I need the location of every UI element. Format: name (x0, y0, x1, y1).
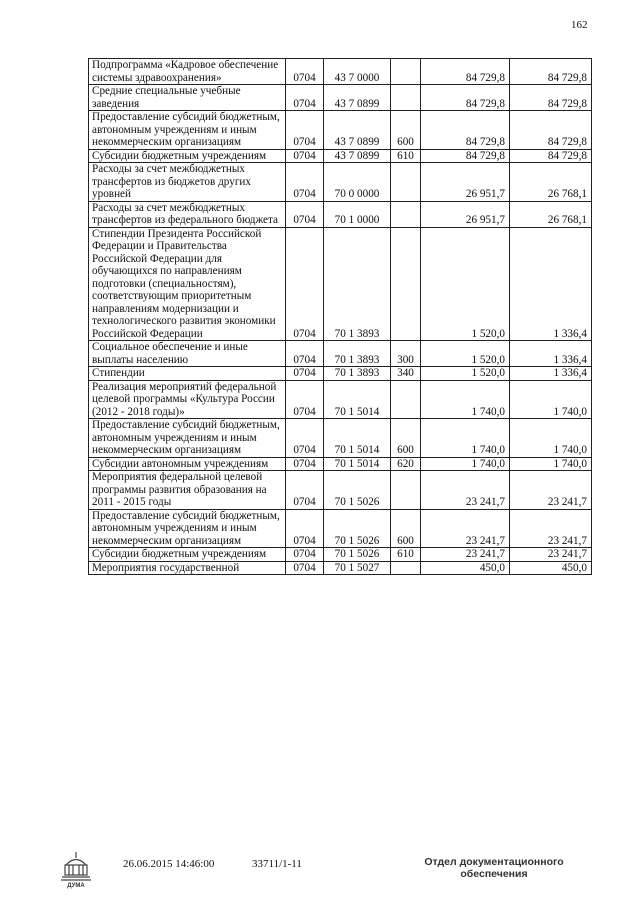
row-amount-2: 1 336,4 (510, 227, 592, 341)
row-type: 600 (391, 419, 421, 458)
row-amount-2: 1 740,0 (510, 419, 592, 458)
row-amount-2: 1 336,4 (510, 341, 592, 367)
row-target: 70 1 5026 (324, 548, 391, 562)
row-section: 0704 (286, 227, 324, 341)
row-type: 600 (391, 111, 421, 150)
table-row (89, 85, 592, 111)
row-target: 43 7 0000 (324, 59, 391, 85)
footer-dept-line-2: обеспечения (460, 868, 528, 880)
row-target: 70 1 5014 (324, 457, 391, 471)
row-type (391, 201, 421, 227)
row-section: 0704 (286, 509, 324, 548)
footer-code: 33711/1-11 (252, 858, 302, 870)
row-amount-2: 84 729,8 (510, 59, 592, 85)
row-target: 70 0 0000 (324, 163, 391, 202)
row-name: Предоставление субсидий бюджетным, автономным учреждениям и иным некоммерческим организациям (89, 509, 286, 548)
row-name: Предоставление субсидий бюджетным, автономным учреждениям и иным некоммерческим организациям (89, 419, 286, 458)
table-row (89, 367, 592, 381)
row-section: 0704 (286, 341, 324, 367)
row-type: 340 (391, 367, 421, 381)
row-target: 70 1 5014 (324, 380, 391, 419)
row-target: 70 1 5026 (324, 471, 391, 510)
row-amount-1: 84 729,8 (421, 111, 510, 150)
row-amount-1: 26 951,7 (421, 201, 510, 227)
table-row (89, 149, 592, 163)
row-section: 0704 (286, 149, 324, 163)
row-target: 43 7 0899 (324, 85, 391, 111)
row-type (391, 380, 421, 419)
row-section: 0704 (286, 85, 324, 111)
row-amount-2: 26 768,1 (510, 163, 592, 202)
table-body (89, 59, 592, 575)
row-section: 0704 (286, 561, 324, 575)
row-amount-1: 1 740,0 (421, 380, 510, 419)
row-name: Стипендии (89, 367, 286, 381)
row-amount-1: 23 241,7 (421, 471, 510, 510)
table-row (89, 59, 592, 85)
row-type: 300 (391, 341, 421, 367)
row-name: Средние специальные учебные заведения (89, 85, 286, 111)
table-row (89, 457, 592, 471)
row-target: 70 1 3893 (324, 227, 391, 341)
row-name: Социальное обеспечение и иные выплаты населению (89, 341, 286, 367)
row-name: Субсидии бюджетным учреждениям (89, 149, 286, 163)
row-target: 70 1 3893 (324, 367, 391, 381)
row-target: 70 1 3893 (324, 341, 391, 367)
table-row (89, 419, 592, 458)
row-type: 610 (391, 149, 421, 163)
table-row (89, 380, 592, 419)
row-target: 43 7 0899 (324, 149, 391, 163)
row-amount-1: 23 241,7 (421, 548, 510, 562)
row-type (391, 471, 421, 510)
table-row (89, 163, 592, 202)
row-name: Реализация мероприятий федеральной целевой программы «Культура России (2012 - 2018 годы)» (89, 380, 286, 419)
row-amount-2: 26 768,1 (510, 201, 592, 227)
row-section: 0704 (286, 380, 324, 419)
row-amount-1: 450,0 (421, 561, 510, 575)
row-amount-2: 23 241,7 (510, 471, 592, 510)
row-target: 70 1 5014 (324, 419, 391, 458)
table-row (89, 471, 592, 510)
row-type (391, 85, 421, 111)
row-section: 0704 (286, 471, 324, 510)
row-type: 610 (391, 548, 421, 562)
row-amount-1: 1 740,0 (421, 419, 510, 458)
table-row (89, 341, 592, 367)
row-name: Расходы за счет межбюджетных трансфертов из бюджетов других уровней (89, 163, 286, 202)
footer-department-stamp (420, 856, 568, 880)
duma-logo-icon (58, 849, 94, 889)
row-name: Мероприятия федеральной целевой программы развития образования на 2011 - 2015 годы (89, 471, 286, 510)
footer-dept-line-1: Отдел документационного (424, 856, 564, 868)
table-row (89, 548, 592, 562)
svg-text:ДУМА: ДУМА (67, 883, 85, 889)
row-amount-1: 1 520,0 (421, 367, 510, 381)
row-name: Предоставление субсидий бюджетным, автономным учреждениям и иным некоммерческим организациям (89, 111, 286, 150)
row-name: Мероприятия государственной (89, 561, 286, 575)
row-section: 0704 (286, 419, 324, 458)
row-section: 0704 (286, 367, 324, 381)
row-amount-1: 84 729,8 (421, 59, 510, 85)
row-type: 600 (391, 509, 421, 548)
row-amount-1: 1 520,0 (421, 341, 510, 367)
table-row (89, 561, 592, 575)
row-section: 0704 (286, 548, 324, 562)
row-section: 0704 (286, 163, 324, 202)
row-type (391, 163, 421, 202)
row-amount-1: 1 740,0 (421, 457, 510, 471)
budget-table (88, 58, 592, 575)
row-type: 620 (391, 457, 421, 471)
row-amount-2: 84 729,8 (510, 111, 592, 150)
row-target: 43 7 0899 (324, 111, 391, 150)
row-amount-2: 1 740,0 (510, 457, 592, 471)
row-target: 70 1 5026 (324, 509, 391, 548)
table-row (89, 111, 592, 150)
row-name: Субсидии автономным учреждениям (89, 457, 286, 471)
row-name: Субсидии бюджетным учреждениям (89, 548, 286, 562)
table-row (89, 227, 592, 341)
row-amount-2: 450,0 (510, 561, 592, 575)
row-name: Расходы за счет межбюджетных трансфертов из федерального бюджета (89, 201, 286, 227)
footer-date: 26.06.2015 14:46:00 (123, 858, 215, 870)
row-amount-2: 1 336,4 (510, 367, 592, 381)
row-amount-1: 84 729,8 (421, 85, 510, 111)
table-row (89, 509, 592, 548)
row-section: 0704 (286, 59, 324, 85)
row-target: 70 1 0000 (324, 201, 391, 227)
row-name: Стипендии Президента Российской Федерации и Правительства Российской Федерации для обучающихся по направлениям подготовки (специальностям), соответствующим приоритетным направлениям модернизации и технологического развития экономики Российской Федерации (89, 227, 286, 341)
row-amount-2: 84 729,8 (510, 85, 592, 111)
page-number: 162 (571, 19, 588, 31)
row-amount-2: 1 740,0 (510, 380, 592, 419)
row-amount-2: 23 241,7 (510, 509, 592, 548)
row-amount-1: 84 729,8 (421, 149, 510, 163)
row-section: 0704 (286, 111, 324, 150)
row-section: 0704 (286, 457, 324, 471)
row-amount-1: 23 241,7 (421, 509, 510, 548)
row-type (391, 227, 421, 341)
row-name: Подпрограмма «Кадровое обеспечение системы здравоохранения» (89, 59, 286, 85)
row-target: 70 1 5027 (324, 561, 391, 575)
row-section: 0704 (286, 201, 324, 227)
row-type (391, 561, 421, 575)
row-amount-1: 26 951,7 (421, 163, 510, 202)
row-amount-2: 84 729,8 (510, 149, 592, 163)
row-type (391, 59, 421, 85)
table-row (89, 201, 592, 227)
row-amount-1: 1 520,0 (421, 227, 510, 341)
row-amount-2: 23 241,7 (510, 548, 592, 562)
